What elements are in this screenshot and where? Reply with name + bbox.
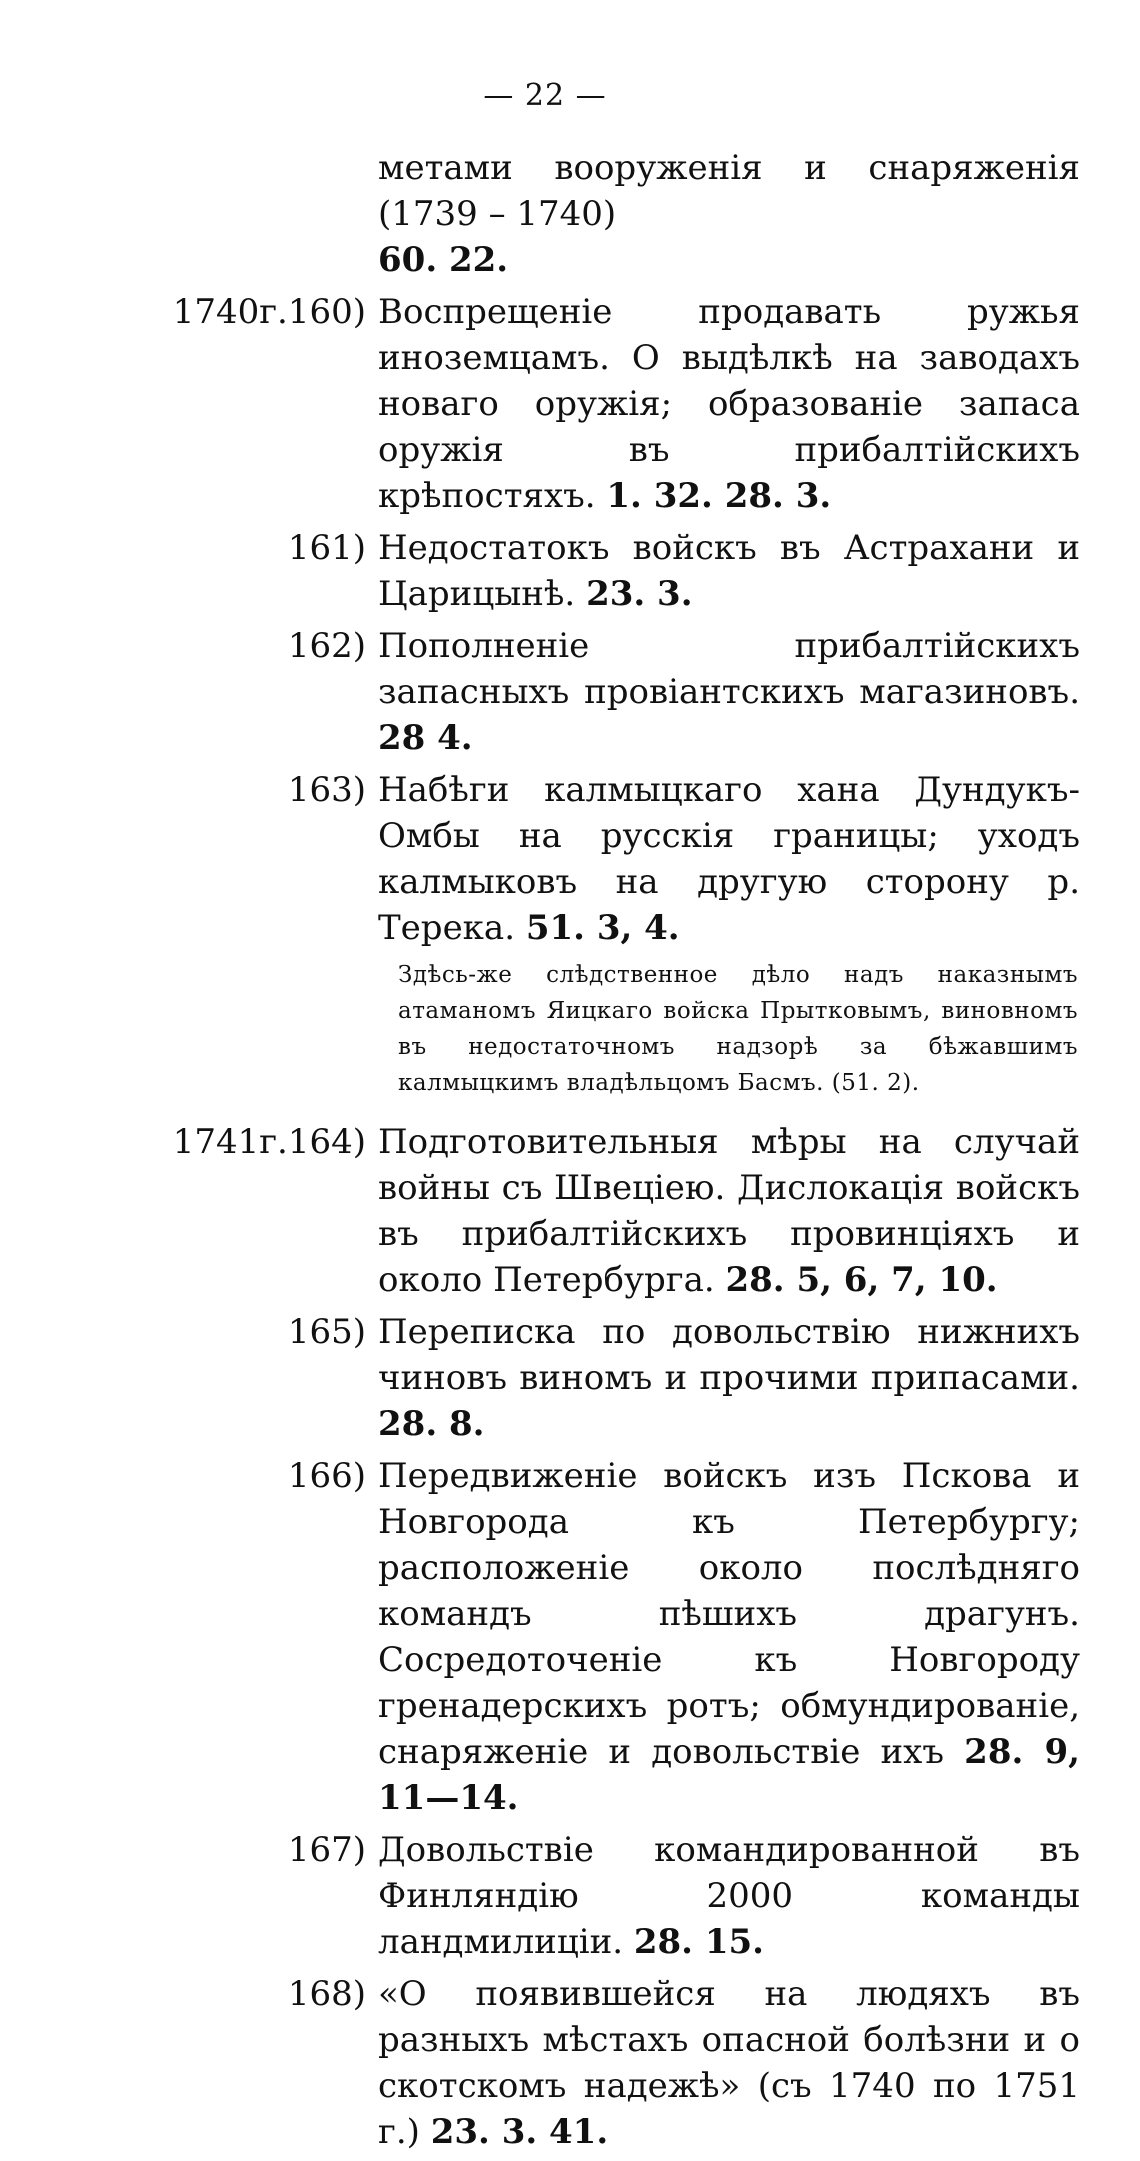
entry-description: Переписка по довольствію нижнихъ чиновъ виномъ и прочими припасами. [378,1312,1080,1398]
entry-label: 168) [287,1974,366,2014]
entry-description: Набѣги калмыцкаго хана Дундукъ-Омбы на русскія границы; уходъ калмыковъ на другую сторону р. Терека. [378,770,1080,948]
entry-text [378,145,1080,283]
entry-reference: 28 4. [378,718,473,758]
entry-description: Пополненіе прибалтійскихъ запасныхъ провіантскихъ магазиновъ. [378,626,1080,712]
entry-text [378,289,1080,519]
entry-reference: 28. 8. [378,1404,485,1444]
list-item [0,289,1140,519]
list-item [0,1309,1140,1447]
entry-reference: 28. 5, 6, 7, 10. [725,1260,998,1300]
list-item [0,1119,1140,1303]
entry-reference: 60. 22. [378,240,509,280]
entry-text [378,525,1080,617]
entry-reference: 23. 3. 41. [430,2112,609,2152]
list-item [0,145,1140,283]
entry-text [378,1309,1080,1447]
entry-label: 165) [287,1312,366,1352]
entry-reference: 28. 9, 11—14. [378,1732,1080,1818]
entry-label: 1741г.164) [172,1122,366,1162]
entry-description: Довольствіе командированной въ Финляндію 2000 команды ландмилиціи. [378,1830,1080,1962]
footnote-163: Здѣсь-же слѣдственное дѣло надъ наказнымъ атаманомъ Яицкаго войска Прытковымъ, виновномъ въ недостаточномъ надзорѣ за бѣжавшимъ калмыцкимъ владѣльцомъ Басмъ. (51. 2). [398,962,1078,1096]
entry-label: 1740г.160) [172,292,366,332]
list-item [0,525,1140,617]
entry-reference: 28. 15. [633,1922,764,1962]
entry-text [378,1971,1080,2155]
entry-description: метами вооруженія и снаряженія (1739 – 1740) [378,148,1080,234]
entry-description: «О появившейся на людяхъ въ разныхъ мѣстахъ опасной болѣзни и о скотскомъ надежѣ» (съ 1740 по 1751 г.) [378,1974,1080,2152]
entry-description: Подготовительныя мѣры на случай войны съ Швеціею. Дислокація войскъ въ прибалтійскихъ провинціяхъ и около Петербурга. [378,1122,1080,1300]
entry-text [378,1827,1080,1965]
list-item [0,1827,1140,1965]
entry-reference: 23. 3. [586,574,693,614]
list-item [0,1453,1140,1821]
list-item [0,623,1140,761]
entry-label: 163) [287,770,366,810]
entry-label: 166) [287,1456,366,1496]
entry-reference: 51. 3, 4. [525,908,680,948]
entry-text [378,623,1080,761]
entry-description: Передвиженіе войскъ изъ Пскова и Новгорода къ Петербургу; расположеніе около послѣдняго командъ пѣшихъ драгунъ. Сосредоточеніе къ Новгороду гренадерскихъ ротъ; обмундированіе, снаряженіе и довольствіе ихъ [378,1456,1080,1772]
entry-text [378,1119,1080,1303]
entry-label: 167) [287,1830,366,1870]
list-item [0,1971,1140,2155]
entry-label: 162) [287,626,366,666]
entry-list [0,145,1140,2161]
entry-label: 161) [287,528,366,568]
list-item [0,767,1140,951]
page-number: — 22 — [483,78,607,113]
entry-reference: 1. 32. 28. 3. [606,476,832,516]
entry-text [378,1453,1080,1821]
entry-description: Недостатокъ войскъ въ Астрахани и Царицынѣ. [378,528,1080,614]
entry-description: Воспрещеніе продавать ружья иноземцамъ. О выдѣлкѣ на заводахъ новаго оружія; образованіе запаса оружія въ прибалтійскихъ крѣпостяхъ. [378,292,1080,516]
entry-text [378,767,1080,951]
